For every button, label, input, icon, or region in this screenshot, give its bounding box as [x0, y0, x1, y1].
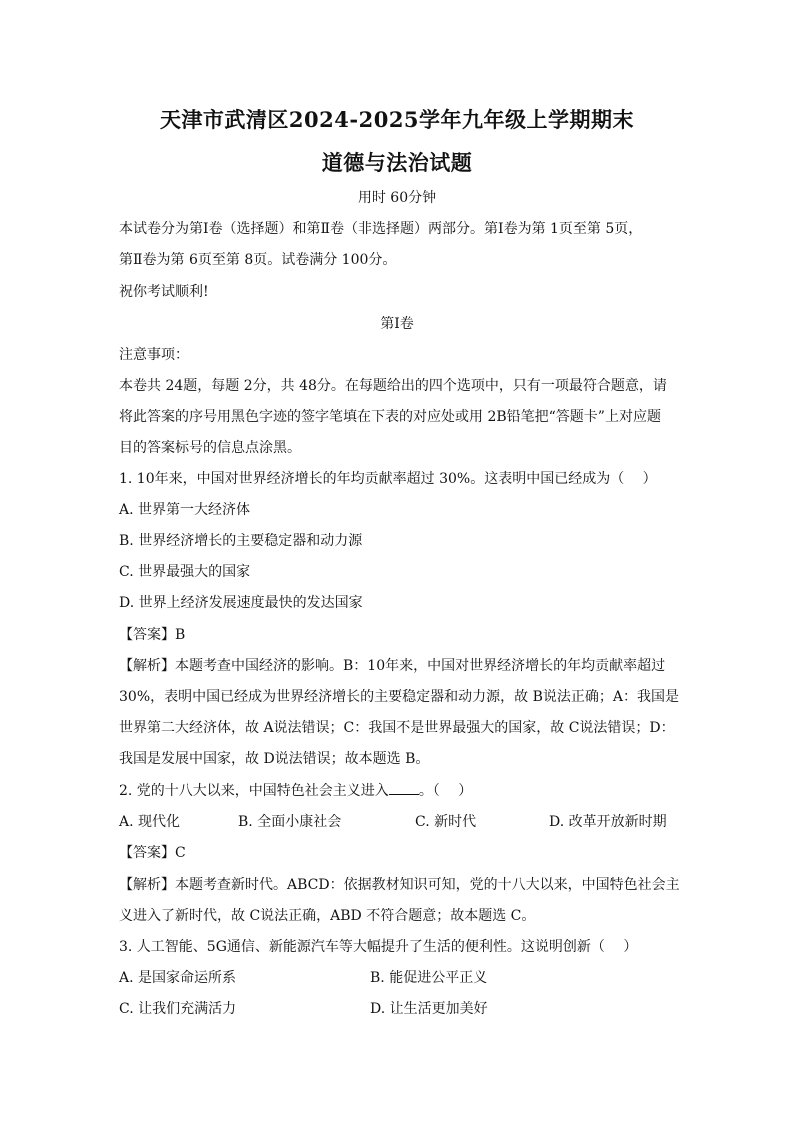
q1-answer: 【答案】B [119, 627, 186, 643]
q1-option-b: B. 世界经济增长的主要稳定器和动力源 [119, 533, 363, 549]
notes-line-1: 本卷共 24题，每题 2分，共 48分。在每题给出的四个选项中，只有一项最符合题意，请 [119, 378, 667, 394]
exam-duration: 用时 60分钟 [357, 190, 437, 206]
q2-stem-before: 2. 党的十八大以来，中国特色社会主义进入 [119, 783, 389, 799]
q1-option-a: A. 世界第一大经济体 [119, 502, 251, 518]
q2-stem [119, 780, 679, 800]
q1-option-d: D. 世界上经济发展速度最快的发达国家 [119, 595, 363, 611]
q3-option-b: B. 能促进公平正义 [370, 970, 488, 986]
q1-analysis-line-1: 【解析】本题考查中国经济的影响。B：10年来，中国对世界经济增长的年均贡献率超过 [119, 658, 666, 674]
q2-option-a: A. 现代化 [119, 814, 181, 830]
intro-wish: 祝你考试顺利! [119, 284, 209, 300]
q2-option-b: B. 全面小康社会 [238, 814, 342, 830]
q3-option-a: A. 是国家命运所系 [119, 970, 237, 986]
q2-analysis-line-2: 义进入了新时代，故 C说法正确，ABD 不符合题意；故本题选 C。 [119, 908, 536, 924]
q1-option-c: C. 世界最强大的国家 [119, 564, 251, 580]
q2-stem-after: 。（ ） [418, 783, 473, 799]
q1-analysis-line-4: 我国是发展中国家，故 D说法错误；故本题选 B。 [119, 751, 430, 767]
section-heading: 第Ⅰ卷 [380, 316, 414, 332]
exam-title-line2: 道德与法治试题 [321, 150, 473, 175]
q3-stem: 3. 人工智能、5G通信、新能源汽车等大幅提升了生活的便利性。这说明创新（ ） [119, 939, 638, 955]
q2-analysis-line-1: 【解析】本题考查新时代。ABCD：依据教材知识可知，党的十八大以来，中国特色社会主 [119, 877, 680, 893]
intro-line-2: 第Ⅱ卷为第 6页至第 8页。试卷满分 100分。 [119, 252, 397, 268]
notes-line-2: 将此答案的序号用黑色字迹的签字笔填在下表的对应处或用 2B铅笔把“答题卡”上对应题 [119, 409, 661, 425]
exam-title-line1: 天津市武清区2024-2025学年九年级上学期期末 [159, 107, 635, 132]
q2-option-c: C. 新时代 [415, 814, 477, 830]
notes-title: 注意事项： [119, 347, 189, 363]
q2-option-d: D. 改革开放新时期 [549, 814, 667, 830]
notes-line-3: 目的答案标号的信息点涂黑。 [119, 440, 301, 456]
q1-stem: 1. 10年来，中国对世界经济增长的年均贡献率超过 30%。这表明中国已经成为（ ） [119, 471, 657, 487]
intro-line-1: 本试卷分为第Ⅰ卷（选择题）和第Ⅱ卷（非选择题）两部分。第Ⅰ卷为第 1页至第 5页， [119, 221, 643, 237]
q3-option-c: C. 让我们充满活力 [119, 1001, 237, 1017]
q3-option-d: D. 让生活更加美好 [370, 1001, 488, 1017]
q2-blank [389, 782, 419, 795]
q1-analysis-line-2: 30%，表明中国已经成为世界经济增长的主要稳定器和动力源，故 B说法正确；A：我国是 [119, 689, 679, 705]
q2-answer: 【答案】C [119, 845, 186, 861]
q1-analysis-line-3: 世界第二大经济体，故 A说法错误；C：我国不是世界最强大的国家，故 C说法错误；D： [119, 720, 675, 736]
